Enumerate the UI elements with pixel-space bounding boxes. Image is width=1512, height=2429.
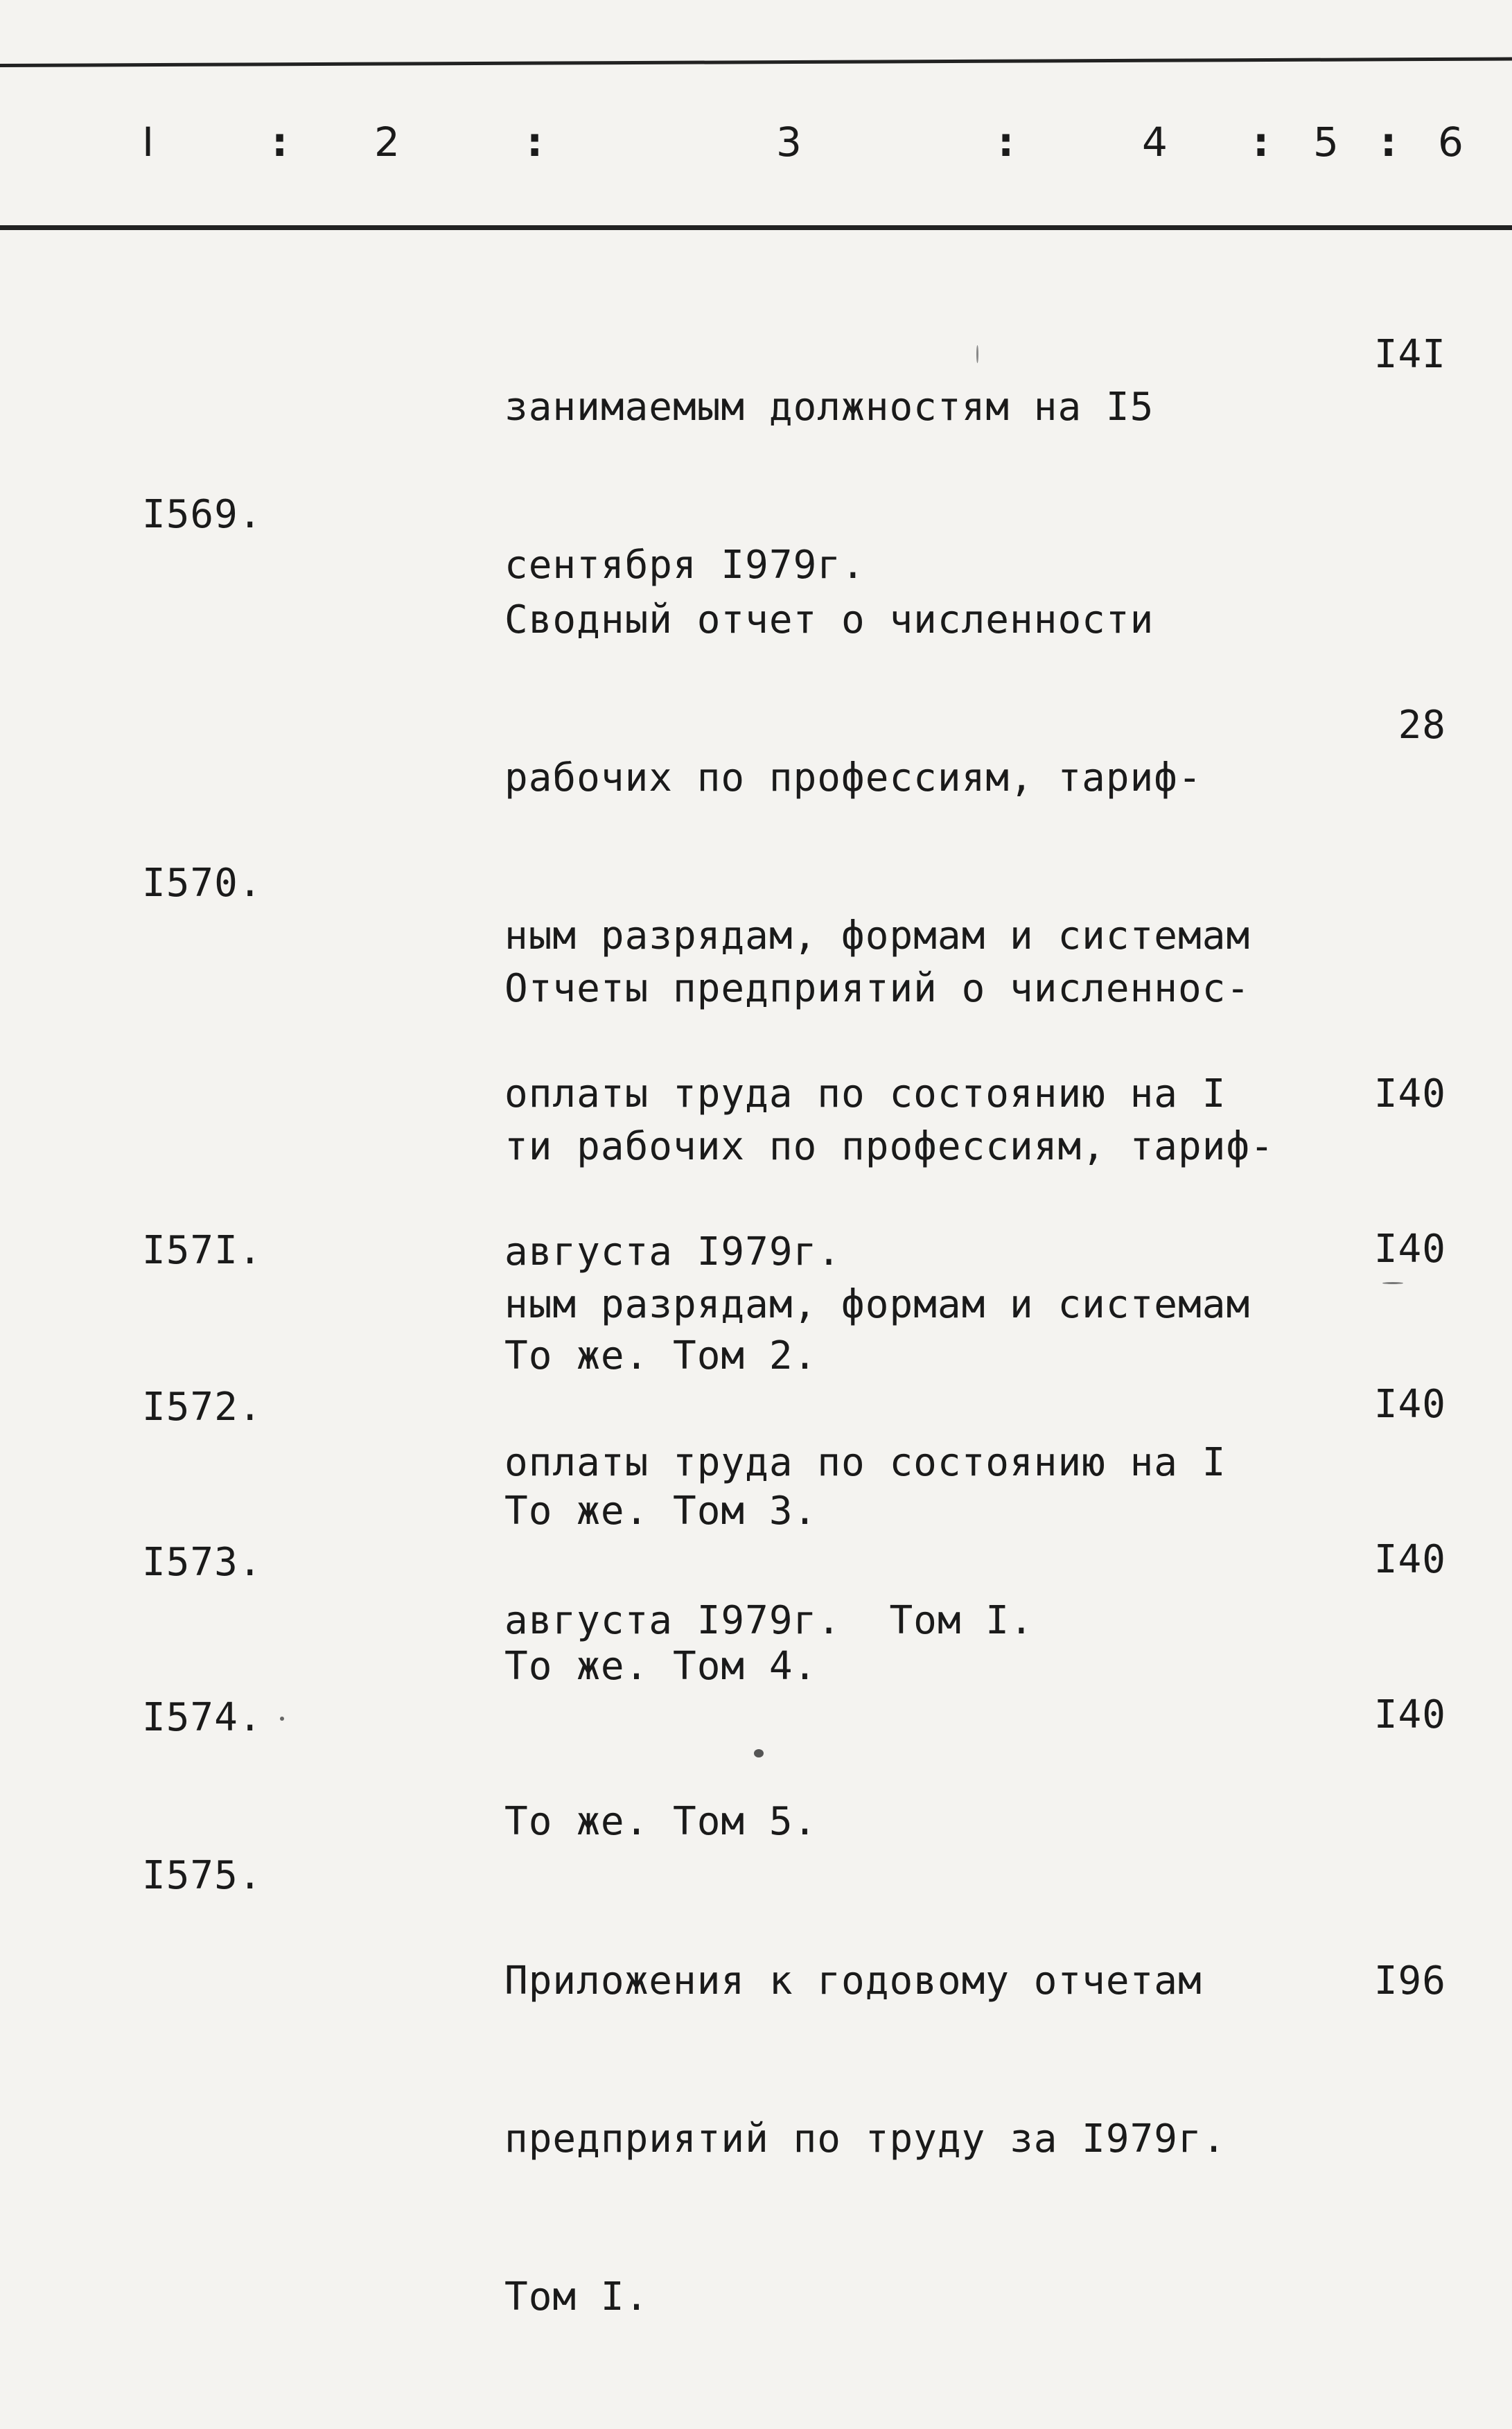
header-col-4: 4 <box>1142 119 1168 166</box>
header-col-6: 6 <box>1438 119 1463 166</box>
file-number: I572. <box>142 1385 263 1430</box>
header-col-1: I <box>142 119 155 166</box>
sheet-count: I40 <box>1373 1382 1446 1427</box>
description-line: Сводный отчет о численности <box>504 597 1154 642</box>
description-line: То же. Том 2. <box>504 1333 818 1378</box>
file-number: I57I. <box>142 1228 263 1273</box>
description-line: Отчеты предприятий о численнос- <box>504 966 1251 1011</box>
continuation-sheet-count: I4I <box>1373 332 1446 377</box>
header-col-3: 3 <box>776 119 802 166</box>
sheet-count: I96 <box>1373 1958 1446 2003</box>
description-line: То же. Том 4. <box>504 1644 818 1689</box>
scan-speck <box>754 1749 764 1757</box>
description-line: рабочих по профессиям, тариф- <box>504 755 1202 800</box>
description-line: То же. Том 3. <box>504 1489 818 1534</box>
header-separator: : <box>998 119 1014 166</box>
file-number: I569. <box>142 492 263 537</box>
sheet-count: I40 <box>1373 1692 1446 1737</box>
scan-speck <box>976 345 978 363</box>
file-number: I573. <box>142 1540 263 1585</box>
description-line: оплаты труда по состоянию на I <box>504 1071 1227 1116</box>
file-number: I574. <box>142 1695 263 1740</box>
scan-speck <box>280 1717 284 1721</box>
description-line: оплаты труда по состоянию на I <box>504 1440 1227 1485</box>
top-rule <box>0 57 1512 67</box>
scan-speck <box>1382 1282 1403 1284</box>
header-separator: : <box>1253 119 1269 166</box>
header-separator: : <box>272 119 288 166</box>
description-line: То же. Том 5. <box>504 1799 818 1844</box>
file-number: I570. <box>142 861 263 906</box>
sheet-count: I40 <box>1373 1227 1446 1272</box>
column-header-row <box>0 114 1512 170</box>
header-separator: : <box>527 119 543 166</box>
description-line: августа I979г. <box>504 1229 842 1274</box>
sheet-count: 28 <box>1398 703 1446 748</box>
description-line: ным разрядам, формам и системам <box>504 1282 1251 1327</box>
description-line: занимаемым должностям на I5 <box>504 385 1154 430</box>
header-col-5: 5 <box>1313 119 1339 166</box>
header-separator: : <box>1380 119 1397 166</box>
sheet-count: I40 <box>1373 1537 1446 1582</box>
description-line: Том I. <box>504 2274 649 2320</box>
sheet-count: I40 <box>1373 1071 1446 1116</box>
header-bottom-rule <box>0 225 1512 230</box>
header-col-2: 2 <box>374 119 400 166</box>
description-line: предприятий по труду за I979г. <box>504 2116 1227 2161</box>
description-line: августа I979г. Том I. <box>504 1598 1034 1643</box>
description-line: Приложения к годовому отчетам <box>504 1958 1202 2003</box>
description-line: сентября I979г. <box>504 543 865 588</box>
description-line: ным разрядам, формам и системам <box>504 913 1251 958</box>
file-description <box>504 1850 1226 2429</box>
file-number: I575. <box>142 1853 263 1898</box>
description-line: ти рабочих по профессиям, тариф- <box>504 1124 1274 1169</box>
